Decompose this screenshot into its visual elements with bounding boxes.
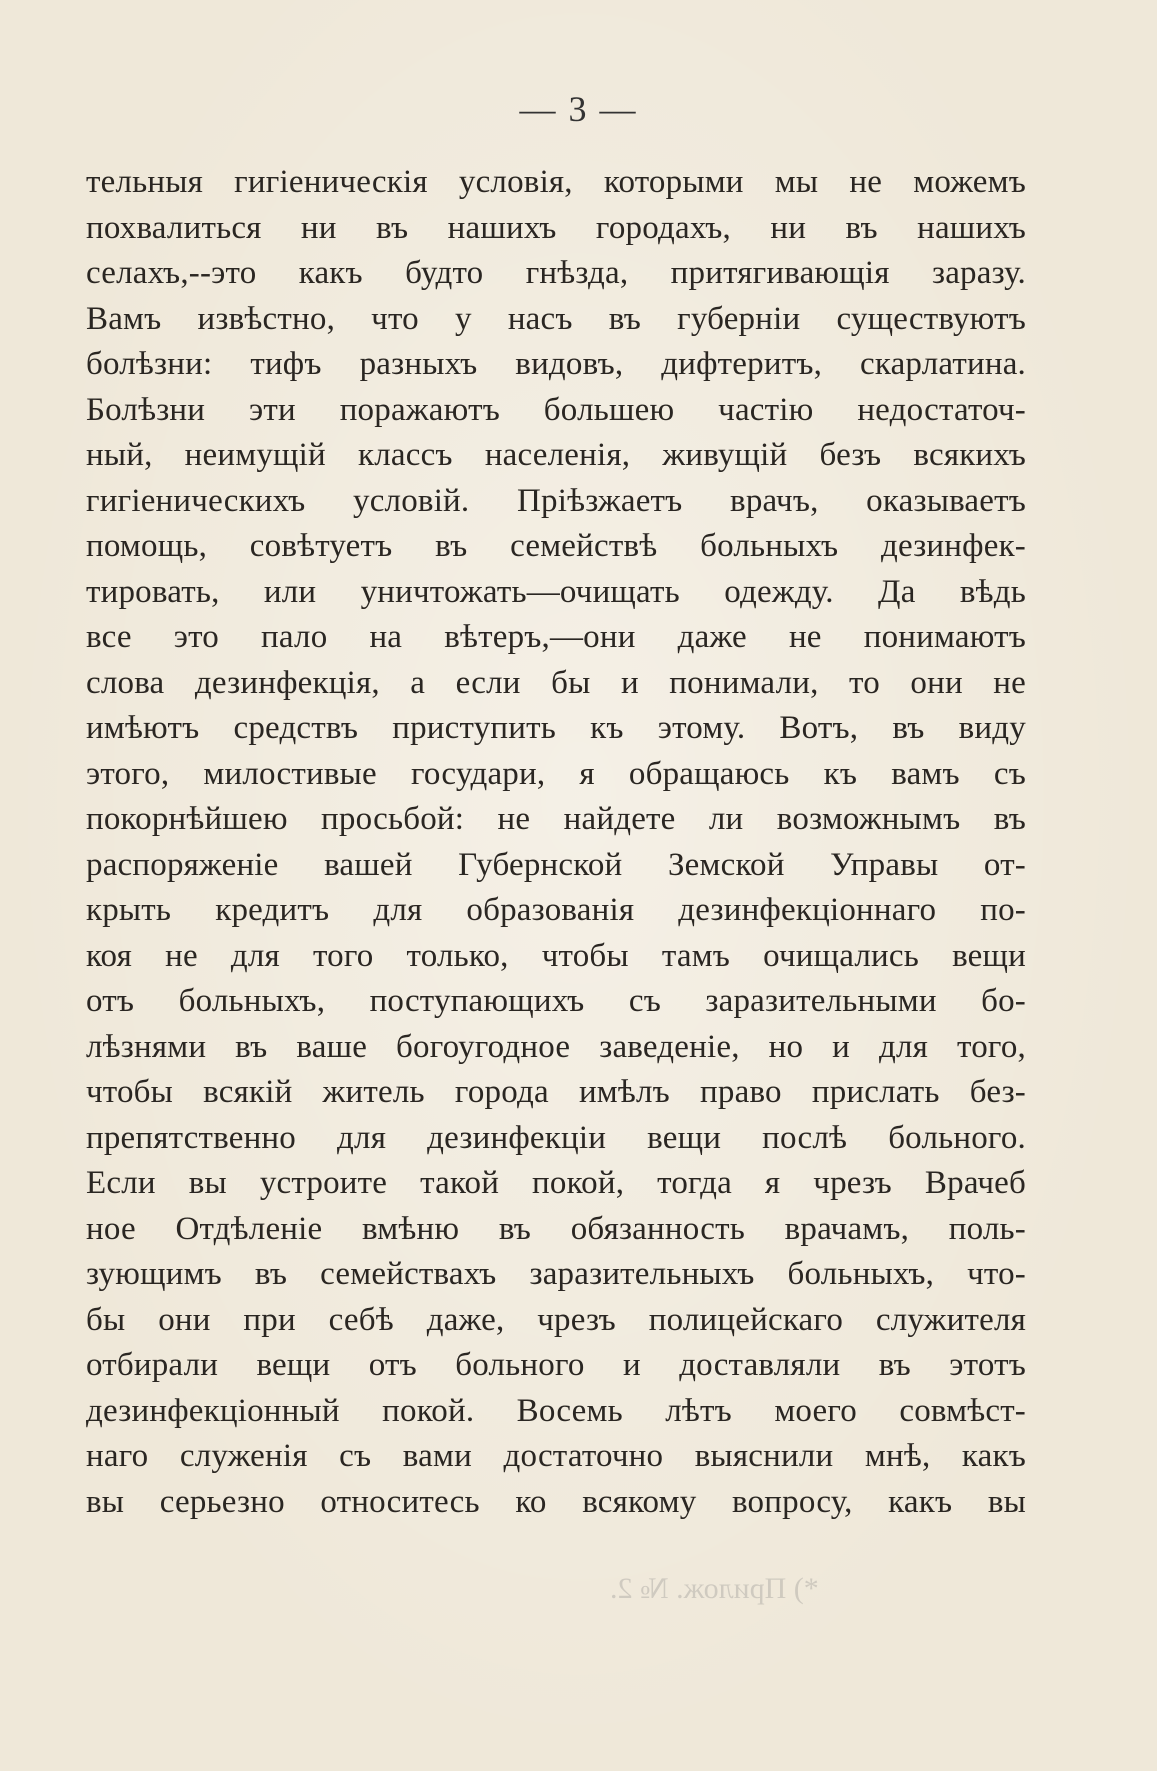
text-line: чтобы всякій житель города имѣлъ право прислать без- xyxy=(86,1074,1026,1110)
bleed-through-footnote: *) Прилож. № 2. xyxy=(610,1572,819,1605)
text-line: наго служенія съ вами достаточно выяснили мнѣ, какъ xyxy=(86,1438,1026,1474)
text-line: гигіеническихъ условій. Пріѣзжаетъ врачъ, оказываетъ xyxy=(86,482,1026,519)
body-text xyxy=(86,160,1026,1525)
text-line: тировать, или уничтожать—очищать одежду. Да вѣдь xyxy=(86,573,1026,610)
text-line: ный, неимущій классъ населенія, живущій безъ всякихъ xyxy=(86,437,1026,473)
text-line: вы серьезно относитесь ко всякому вопросу, какъ вы xyxy=(86,1483,1026,1520)
page-number: — 3 — xyxy=(519,89,638,129)
text-line: слова дезинфекція, а если бы и понимали, то они не xyxy=(86,664,1026,701)
text-line: коя не для того только, чтобы тамъ очищались вещи xyxy=(86,937,1026,974)
text-line: все это пало на вѣтеръ,—они даже не понимаютъ xyxy=(86,619,1026,655)
text-line: зующимъ въ семействахъ заразительныхъ больныхъ, что- xyxy=(86,1256,1026,1292)
text-line: лѣзнями въ ваше богоугодное заведеніе, но и для того, xyxy=(86,1028,1026,1065)
text-line: болѣзни: тифъ разныхъ видовъ, дифтеритъ, скарлатина. xyxy=(86,346,1026,382)
text-line: Вамъ извѣстно, что у насъ въ губерніи существуютъ xyxy=(86,300,1026,337)
text-line: Болѣзни эти поражаютъ большею частію недостаточ- xyxy=(86,391,1026,428)
text-line: крыть кредитъ для образованія дезинфекціоннаго по- xyxy=(86,892,1026,928)
text-line: помощь, совѣтуетъ въ семействѣ больныхъ дезинфек- xyxy=(86,528,1026,564)
text-line: похвалиться ни въ нашихъ городахъ, ни въ нашихъ xyxy=(86,209,1026,246)
text-line: Если вы устроите такой покой, тогда я чрезъ Врачеб xyxy=(86,1165,1026,1201)
text-line: отъ больныхъ, поступающихъ съ заразительными бо- xyxy=(86,983,1026,1019)
text-line: распоряженіе вашей Губернской Земской Управы от- xyxy=(86,846,1026,883)
text-line: имѣютъ средствъ приступить къ этому. Вотъ, въ виду xyxy=(86,710,1026,746)
text-line: селахъ,--это какъ будто гнѣзда, притягивающія заразу. xyxy=(86,255,1026,291)
text-line: ное Отдѣленіе вмѣню въ обязанность врачамъ, поль- xyxy=(86,1210,1026,1247)
text-line: этого, милостивые государи, я обращаюсь къ вамъ съ xyxy=(86,755,1026,792)
text-line: бы они при себѣ даже, чрезъ полицейскаго служителя xyxy=(86,1301,1026,1338)
text-line: препятственно для дезинфекціи вещи послѣ больного. xyxy=(86,1119,1026,1156)
text-line: дезинфекціонный покой. Восемь лѣтъ моего совмѣст- xyxy=(86,1392,1026,1429)
text-line: отбирали вещи отъ больного и доставляли въ этотъ xyxy=(86,1347,1026,1383)
text-line: покорнѣйшею просьбой: не найдете ли возможнымъ въ xyxy=(86,801,1026,837)
text-line: тельныя гигіеническія условія, которыми мы не можемъ xyxy=(86,164,1026,200)
